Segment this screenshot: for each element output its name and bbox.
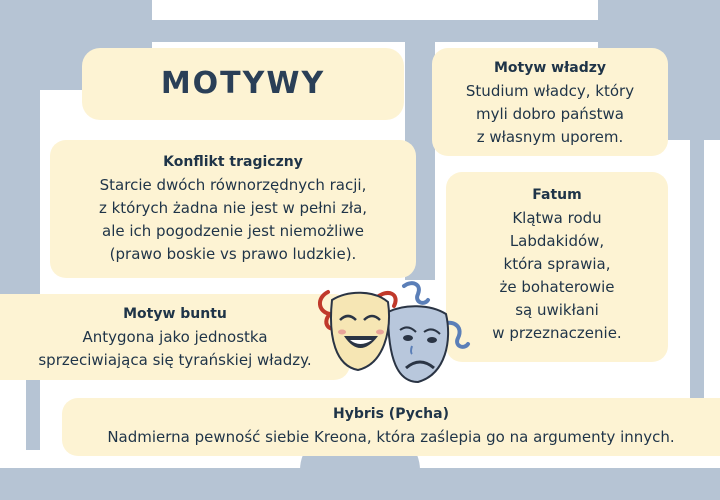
page-title: MOTYWY [160,66,326,101]
card-title: Hybris (Pycha) [333,406,449,422]
card-body: Klątwa rodu Labdakidów, która sprawia, że bohaterowie są uwikłani w przeznaczenie. [492,209,622,342]
title-card [82,48,404,120]
card-motyw-buntu [0,294,350,380]
card-konflikt-tragiczny [50,140,416,278]
bg-right-column [690,100,704,420]
card-body: Antygona jako jednostka sprzeciwiająca się tyrańskiej władzy. [38,328,312,369]
card-title: Konflikt tragiczny [163,154,303,170]
card-body: Starcie dwóch równorzędnych racji, z których żadna nie jest w pełni zła, ale ich pogodzenie jest niemożliwe (prawo boskie vs prawo ludzkie). [98,176,368,263]
card-hybris [62,398,720,456]
card-body: Studium władcy, który myli dobro państwa z własnym uporem. [465,82,635,146]
theater-masks-icon [308,278,472,390]
card-title: Fatum [532,187,582,203]
card-body: Nadmierna pewność siebie Kreona, która zaślepia go na argumenty innych. [107,428,675,446]
card-title: Motyw władzy [493,60,607,76]
card-fatum [446,172,668,362]
card-title: Motyw buntu [123,306,227,322]
card-motyw-wladzy [432,48,668,156]
